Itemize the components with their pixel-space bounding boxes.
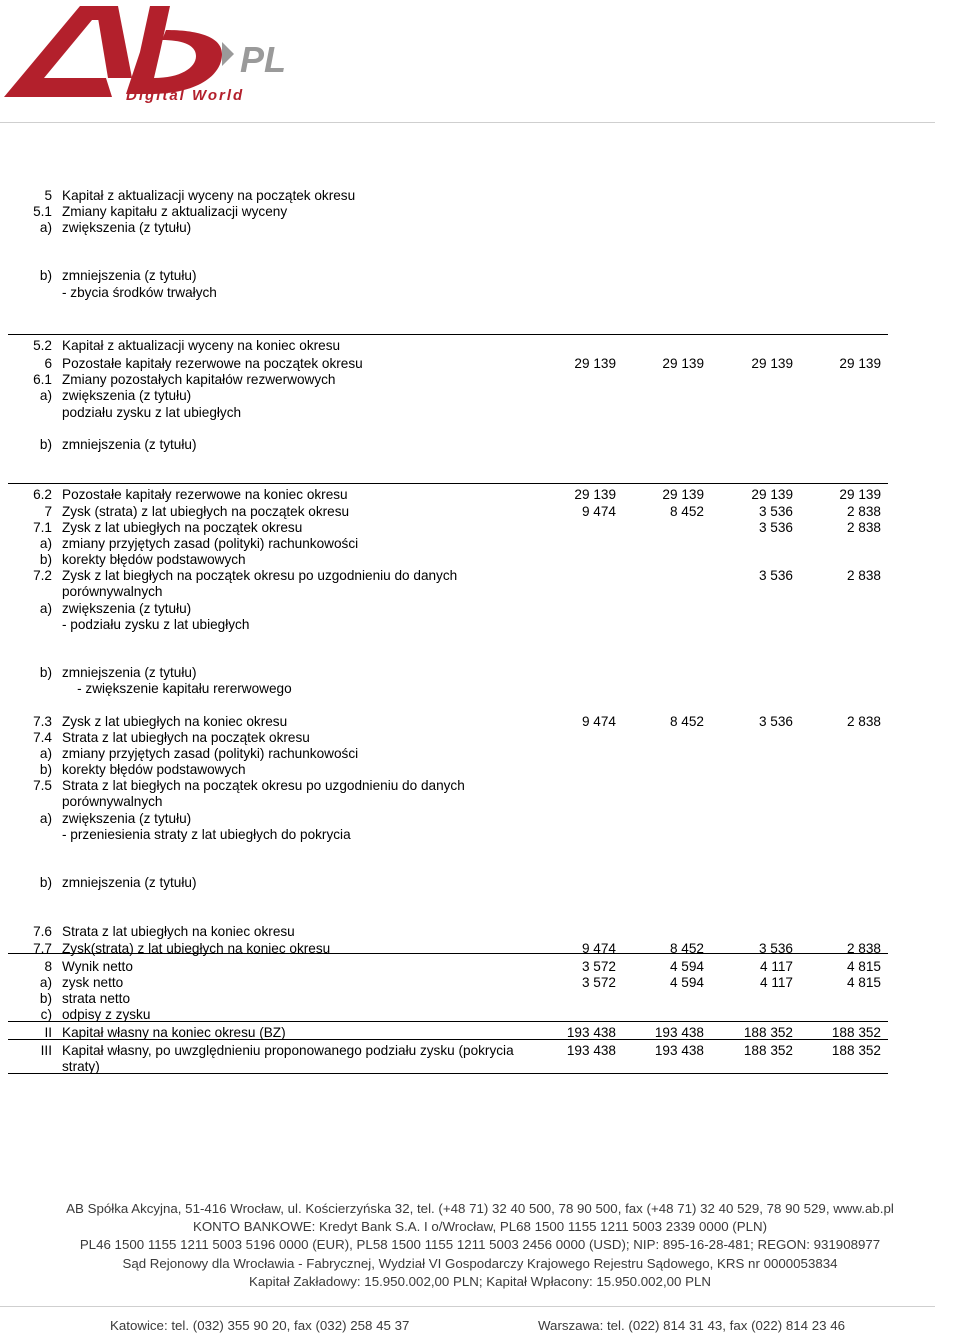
row-value-col3: 3 536 <box>758 714 793 729</box>
row-number: b) <box>39 268 52 283</box>
row-value-col2: 29 139 <box>662 487 704 502</box>
row-label: Strata z lat biegłych na początek okresu po uzgodnieniu do danych porównywalnych <box>62 778 465 809</box>
row-number: 8 <box>44 959 52 974</box>
footer-katowice: Katowice: tel. (032) 355 90 20, fax (032) 258 45 37 <box>110 1318 410 1333</box>
row-label: korekty błędów podstawowych <box>62 762 246 777</box>
row-value-col3: 3 536 <box>758 568 793 583</box>
row-value-col2: 193 438 <box>654 1043 704 1058</box>
row-number: a) <box>39 975 52 990</box>
row-number: 5.1 <box>33 204 52 219</box>
row-label: zmiany przyjętych zasad (polityki) rachunkowości <box>62 746 359 761</box>
logo-arrow <box>222 42 234 66</box>
logo-tagline: Digital World <box>126 87 245 104</box>
table-rule <box>8 1021 888 1022</box>
logo-b-bowl <box>126 30 222 94</box>
row-label: zmniejszenia (z tytułu) <box>62 437 197 452</box>
table-rule <box>8 1039 888 1040</box>
row-label: zwiększenia (z tytułu) <box>62 388 192 403</box>
row-value-col3: 3 536 <box>758 520 793 535</box>
row-value-col4: 29 139 <box>839 487 881 502</box>
footer-divider <box>0 1306 935 1307</box>
row-label: - zwiększenie kapitału rererwowego <box>62 681 292 696</box>
row-value-col1: 9 474 <box>581 941 616 956</box>
row-label: Strata z lat ubiegłych na początek okresu <box>62 730 310 745</box>
row-label: Zysk(strata) z lat ubiegłych na koniec okresu <box>62 941 331 956</box>
row-label: Zmiany kapitału z aktualizacji wyceny <box>62 204 288 219</box>
row-value-col3: 3 536 <box>758 941 793 956</box>
row-value-col2: 8 452 <box>669 504 704 519</box>
row-label: Strata z lat ubiegłych na koniec okresu <box>62 924 295 939</box>
row-label: zwiększenia (z tytułu) <box>62 601 192 616</box>
row-number: 7.5 <box>33 778 52 793</box>
row-label: Kapitał z aktualizacji wyceny na początek okresu <box>62 188 356 203</box>
row-label: zmniejszenia (z tytułu) <box>62 268 197 283</box>
row-number: b) <box>39 552 52 567</box>
row-value-col2: 8 452 <box>669 714 704 729</box>
row-number: a) <box>39 220 52 235</box>
row-number: 7 <box>44 504 52 519</box>
footer-capital: Kapitał Zakładowy: 15.950.002,00 PLN; Kapitał Wpłacony: 15.950.002,00 PLN <box>249 1273 711 1289</box>
row-value-col3: 3 536 <box>758 504 793 519</box>
row-label: Pozostałe kapitały rezerwowe na początek okresu <box>62 356 363 371</box>
row-label: zwiększenia (z tytułu) <box>62 811 192 826</box>
row-number: b) <box>39 991 52 1006</box>
row-value-col4: 2 838 <box>846 568 881 583</box>
row-value-col2: 4 594 <box>669 959 704 974</box>
table-rule <box>8 483 888 484</box>
footer-court: Sąd Rejonowy dla Wrocławia - Fabrycznej, Wydział VI Gospodarczy Krajowego Rejestru Sądowego, KRS nr 0000053834 <box>122 1255 838 1271</box>
row-number: II <box>44 1025 52 1040</box>
row-number: III <box>40 1043 52 1058</box>
ab-logo-graphic <box>0 0 300 104</box>
row-number: 5.2 <box>33 338 52 353</box>
row-value-col2: 4 594 <box>669 975 704 990</box>
row-label: zmniejszenia (z tytułu) <box>62 665 197 680</box>
row-value-col4: 2 838 <box>846 941 881 956</box>
row-number: 6 <box>44 356 52 371</box>
row-number: b) <box>39 762 52 777</box>
header-divider <box>0 122 935 123</box>
row-label: - zbycia środków trwałych <box>62 285 217 300</box>
row-value-col2: 8 452 <box>669 941 704 956</box>
row-value-col4: 2 838 <box>846 714 881 729</box>
row-value-col3: 29 139 <box>751 356 793 371</box>
row-number: 7.3 <box>33 714 52 729</box>
row-number: a) <box>39 601 52 616</box>
footer-address: AB Spółka Akcyjna, 51-416 Wrocław, ul. Kościerzyńska 32, tel. (+48 71) 32 40 500, 78 90 500, fax (+48 71) 32 40 529, 78 90 529, www.ab.pl <box>66 1201 894 1216</box>
row-value-col1: 29 139 <box>574 487 616 502</box>
row-number: 7.7 <box>33 941 52 956</box>
footer-warszawa: Warszawa: tel. (022) 814 31 43, fax (022) 814 23 46 <box>538 1318 845 1333</box>
row-number: c) <box>40 1007 52 1022</box>
row-label: Zysk z lat ubiegłych na koniec okresu <box>62 714 288 729</box>
row-value-col4: 188 352 <box>831 1043 881 1058</box>
logo-b-stem <box>140 6 170 52</box>
row-number: b) <box>39 875 52 890</box>
row-label: Pozostałe kapitały rezerwowe na koniec okresu <box>62 487 348 502</box>
row-number: 5 <box>44 188 52 203</box>
row-value-col4: 188 352 <box>831 1025 881 1040</box>
row-label: Zysk (strata) z lat ubiegłych na początek okresu <box>62 504 350 519</box>
row-number: a) <box>39 536 52 551</box>
row-value-col1: 29 139 <box>574 356 616 371</box>
logo-a-leg <box>96 6 132 78</box>
row-value-col4: 4 815 <box>846 975 881 990</box>
row-value-col3: 4 117 <box>759 975 793 990</box>
row-value-col1: 3 572 <box>581 975 616 990</box>
row-number: 7.6 <box>33 924 52 939</box>
row-value-col3: 188 352 <box>743 1043 793 1058</box>
row-label: zmiany przyjętych zasad (polityki) rachunkowości <box>62 536 359 551</box>
row-value-col4: 4 815 <box>846 959 881 974</box>
row-value-col1: 9 474 <box>581 714 616 729</box>
row-number: b) <box>39 437 52 452</box>
row-value-col4: 2 838 <box>846 504 881 519</box>
row-label: zmniejszenia (z tytułu) <box>62 875 197 890</box>
table-rule <box>8 334 888 335</box>
row-value-col1: 193 438 <box>566 1043 616 1058</box>
row-number: a) <box>39 388 52 403</box>
row-label: - podziału zysku z lat ubiegłych <box>62 617 250 632</box>
row-label: Wynik netto <box>62 959 133 974</box>
footer-accounts: PL46 1500 1155 1211 5003 5196 0000 (EUR), PL58 1500 1155 1211 5003 2456 0000 (USD); NIP: 895-16-28-481; REGON: 931908977 <box>79 1237 881 1253</box>
row-number: 7.4 <box>33 730 52 745</box>
row-label: zwiększenia (z tytułu) <box>62 220 192 235</box>
row-number: 6.2 <box>33 487 52 502</box>
row-label: Zmiany pozostałych kapitałów rezwerwowych <box>62 372 336 387</box>
company-footer <box>0 1200 960 1291</box>
footer-bank: KONTO BANKOWE: Kredyt Bank S.A. I o/Wrocław, PL68 1500 1155 1211 5003 2339 0000 (PLN) <box>192 1219 768 1235</box>
row-label: Kapitał własny, po uwzględnieniu proponowanego podziału zysku (pokrycia straty) <box>62 1043 514 1074</box>
table-rule <box>8 953 888 954</box>
row-label: zysk netto <box>62 975 124 990</box>
row-number: a) <box>39 746 52 761</box>
row-number: 6.1 <box>33 372 52 387</box>
row-label: - przeniesienia straty z lat ubiegłych do pokrycia <box>62 827 351 842</box>
row-label: Kapitał z aktualizacji wyceny na koniec okresu <box>62 338 341 353</box>
row-label: Kapitał własny na koniec okresu (BZ) <box>62 1025 286 1040</box>
row-value-col1: 9 474 <box>581 504 616 519</box>
row-label: odpisy z zysku <box>62 1007 151 1022</box>
table-rule <box>8 1073 888 1074</box>
row-number: 7.2 <box>33 568 52 583</box>
row-value-col1: 3 572 <box>581 959 616 974</box>
row-value-col2: 193 438 <box>654 1025 704 1040</box>
row-value-col3: 29 139 <box>751 487 793 502</box>
row-number: 7.1 <box>33 520 52 535</box>
row-number: a) <box>39 811 52 826</box>
row-label: korekty błędów podstawowych <box>62 552 246 567</box>
row-value-col4: 29 139 <box>839 356 881 371</box>
company-logo <box>0 0 300 104</box>
row-value-col4: 2 838 <box>846 520 881 535</box>
row-value-col2: 29 139 <box>662 356 704 371</box>
logo-pl-text: PL <box>240 39 287 80</box>
row-value-col3: 188 352 <box>743 1025 793 1040</box>
row-number: b) <box>39 665 52 680</box>
row-label: Zysk z lat ubiegłych na początek okresu <box>62 520 303 535</box>
row-value-col1: 193 438 <box>566 1025 616 1040</box>
row-label: podziału zysku z lat ubiegłych <box>62 405 242 420</box>
row-value-col3: 4 117 <box>759 959 793 974</box>
row-label: strata netto <box>62 991 131 1006</box>
row-label: Zysk z lat biegłych na początek okresu po uzgodnieniu do danych porównywalnych <box>62 568 458 599</box>
